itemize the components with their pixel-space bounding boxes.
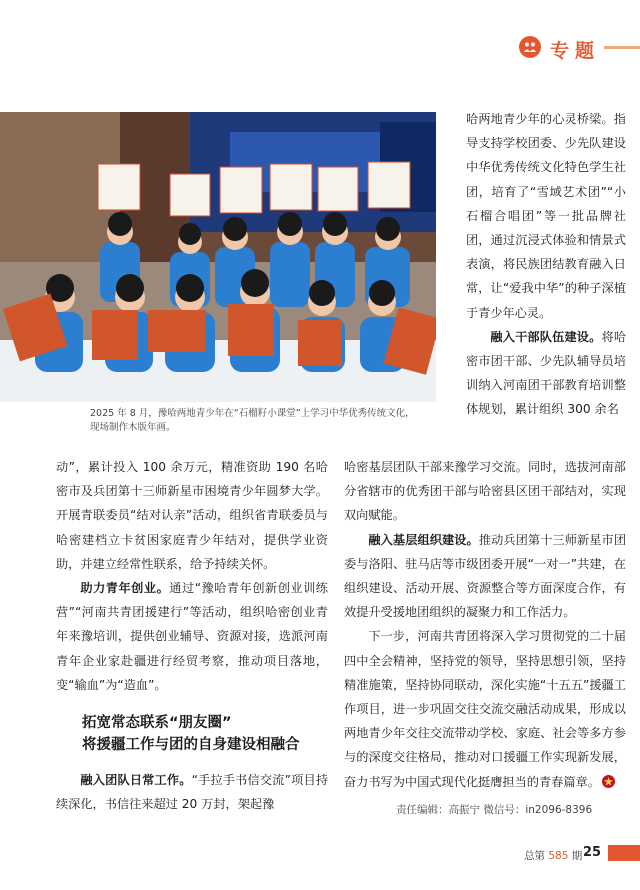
lead-phrase: 融入基层组织建设。 — [368, 532, 479, 547]
issue-value: 585 — [548, 850, 569, 862]
paragraph-text: 通过“豫哈青年创新创业训练营”“河南共青团援建行”等活动，组织哈密创业青年来豫培训，提供创业辅导、资源对接，选派河南青年企业家赴疆进行经贸考察，推动项目落地，变“输血”为“造血”。 — [56, 581, 328, 692]
paragraph-text: 下一步，河南共青团将深入学习贯彻党的二十届四中全会精神，坚持党的领导，坚持思想引领，坚持精准施策，坚持协同联动，深化实施“十五五”援疆工作项目，进一步巩固交往交流交融活动成果，形成以两地青少年交往交流带动学校、家庭、社会等多方参与的深度交往格局，推动对口援疆工作实现新发展，奋力书写为中国式现代化挺膺担当的青春篇章。 — [344, 629, 626, 789]
issue-suffix: 期 — [571, 850, 583, 862]
event-photo — [0, 112, 436, 402]
paragraph — [344, 528, 626, 625]
lead-phrase: 融入干部队伍建设。 — [490, 329, 602, 344]
lead-phrase: 融入团队日常工作。 — [80, 773, 192, 787]
issue-prefix: 总第 — [524, 850, 545, 862]
paragraph — [344, 624, 626, 793]
editor-line: 责任编辑：高振宁 微信号：in2096-8396 — [396, 804, 593, 816]
right-column-top — [466, 107, 626, 422]
page-header — [0, 0, 640, 100]
footer-accent-bar — [608, 845, 640, 861]
issue-number — [524, 848, 582, 863]
paragraph: 动”，累计投入 100 余万元，精准资助 190 名哈密市及兵团第十三师新星市困境青少年圆梦大学。开展青联委员“结对认亲”活动，组织省青联委员与哈密建档立卡贫困家庭青少年结对，提供学业资助，并建立经常性联系，给予持续关怀。 — [56, 460, 328, 571]
photo-caption: 2025 年 8 月，豫哈两地青少年在“石榴籽小课堂”上学习中华优秀传统文化，现场制作木版年画。 — [90, 408, 415, 433]
page-footer — [0, 840, 640, 870]
paragraph: 哈两地青少年的心灵桥梁。指导支持学校团委、少先队建设中华优秀传统文化特色学生社团，培育了“雪域艺术团”“小石榴合唱团”等一批品牌社团，通过沉浸式体验和情景式表演，将民族团结教育融入日常，让“爱我中华”的种子深植于青少年心灵。 — [466, 112, 626, 320]
paragraph — [56, 768, 328, 816]
people-icon — [519, 36, 541, 58]
paragraph: 哈密基层团队干部来豫学习交流。同时，选拔河南部分省辖市的优秀团干部与哈密县区团干部结对，实现双向赋能。 — [344, 460, 626, 523]
right-column — [344, 455, 626, 794]
star-end-icon — [602, 775, 615, 788]
paragraph — [466, 325, 626, 422]
left-column — [56, 455, 328, 697]
subheading-line-2: 将援疆工作与团的自身建设相融合 — [82, 737, 300, 753]
lead-phrase: 助力青年创业。 — [80, 581, 170, 596]
page-number: 25 — [583, 845, 602, 860]
paragraph-text: “手拉手书信交流”项目持续深化，书信往来超过 20 万封，架起豫 — [56, 773, 329, 812]
section-label: 专题 — [550, 40, 601, 62]
section-rule — [604, 46, 640, 49]
left-column-bottom — [56, 768, 328, 816]
paragraph-text: 将哈密市团干部、少先队辅导员培训纳入河南团干部教育培训整体规划，累计组织 300 余名 — [466, 329, 627, 417]
paragraph — [56, 576, 328, 697]
paragraph-text: 推动兵团第十三师新星市团委与洛阳、驻马店等市级团委开展“一对一”共建，在组织建设、活动开展、资源整合等方面深度合作，有效提升受援地团组织的凝聚力和工作活力。 — [344, 532, 627, 620]
subheading — [82, 712, 322, 756]
subheading-line-1: 拓宽常态联系“朋友圈” — [82, 715, 232, 731]
